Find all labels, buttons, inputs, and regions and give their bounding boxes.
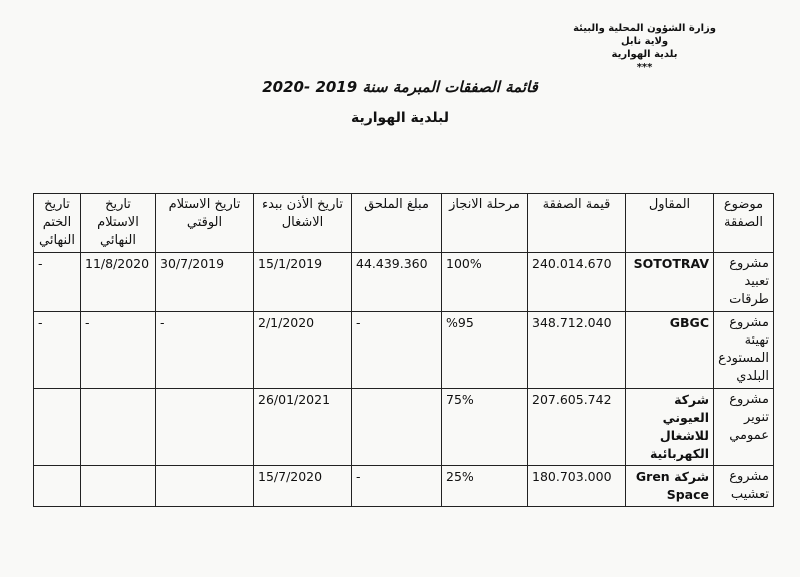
cell-provisional-acceptance (156, 466, 254, 507)
cell-contractor: شركة Gren Space (626, 466, 714, 507)
cell-subject: مشروع تعشيب (714, 466, 774, 507)
col-header-addendum-amount: مبلغ الملحق (352, 194, 442, 253)
cell-progress: 75% (442, 389, 528, 466)
col-header-final-acceptance: تاريخ الاستلام النهائي (81, 194, 156, 253)
cell-provisional-acceptance: 30/7/2019 (156, 253, 254, 312)
cell-contractor: شركة العيوني للاشغال الكهربائية (626, 389, 714, 466)
cell-deal-value: 348.712.040 (528, 312, 626, 389)
ministry-name: وزارة الشؤون المحلية والبيئة (573, 23, 716, 34)
table-header-row (34, 194, 774, 253)
table-row (34, 389, 774, 466)
cell-addendum-amount: - (352, 312, 442, 389)
col-header-progress: مرحلة الانجاز (442, 194, 528, 253)
header-stars: *** (636, 62, 653, 73)
cell-start-order-date: 2/1/2020 (254, 312, 352, 389)
cell-contractor: SOTOTRAV (626, 253, 714, 312)
cell-progress: 25% (442, 466, 528, 507)
table-row (34, 466, 774, 507)
cell-subject: مشروع تنوير عمومي (714, 389, 774, 466)
cell-final-closing (34, 389, 81, 466)
cell-provisional-acceptance: - (156, 312, 254, 389)
cell-provisional-acceptance (156, 389, 254, 466)
document-subtitle: لبلدية الهوارية (350, 110, 450, 126)
cell-deal-value: 240.014.670 (528, 253, 626, 312)
table-row (34, 253, 774, 312)
cell-progress: %95 (442, 312, 528, 389)
cell-start-order-date: 26/01/2021 (254, 389, 352, 466)
col-header-contractor: المقاول (626, 194, 714, 253)
table-row (34, 312, 774, 389)
cell-start-order-date: 15/7/2020 (254, 466, 352, 507)
col-header-deal-value: قيمة الصفقة (528, 194, 626, 253)
cell-subject: مشروع تهيئة المستودع البلدي (714, 312, 774, 389)
deals-table (33, 193, 774, 507)
municipality-name: بلدية الهوارية (611, 49, 678, 60)
governorate-name: ولاية نابل (620, 36, 669, 47)
col-header-provisional-acceptance: تاريخ الاستلام الوقتي (156, 194, 254, 253)
cell-addendum-amount (352, 389, 442, 466)
cell-addendum-amount: - (352, 466, 442, 507)
cell-final-acceptance (81, 466, 156, 507)
cell-deal-value: 180.703.000 (528, 466, 626, 507)
cell-deal-value: 207.605.742 (528, 389, 626, 466)
cell-final-closing: - (34, 312, 81, 389)
col-header-subject: موضوع الصفقة (714, 194, 774, 253)
col-header-final-closing: تاريخ الختم النهائي (34, 194, 81, 253)
cell-final-acceptance (81, 389, 156, 466)
document-title: قائمة الصفقات المبرمة سنة 2019 -2020 (262, 78, 538, 96)
cell-addendum-amount: 44.439.360 (352, 253, 442, 312)
letterhead (573, 22, 716, 74)
cell-final-closing: - (34, 253, 81, 312)
cell-subject: مشروع تعبيد طرقات (714, 253, 774, 312)
cell-final-closing (34, 466, 81, 507)
cell-final-acceptance: - (81, 312, 156, 389)
cell-progress: 100% (442, 253, 528, 312)
cell-contractor: GBGC (626, 312, 714, 389)
cell-final-acceptance: 11/8/2020 (81, 253, 156, 312)
cell-start-order-date: 15/1/2019 (254, 253, 352, 312)
col-header-start-order-date: تاريخ الأذن ببدء الاشغال (254, 194, 352, 253)
